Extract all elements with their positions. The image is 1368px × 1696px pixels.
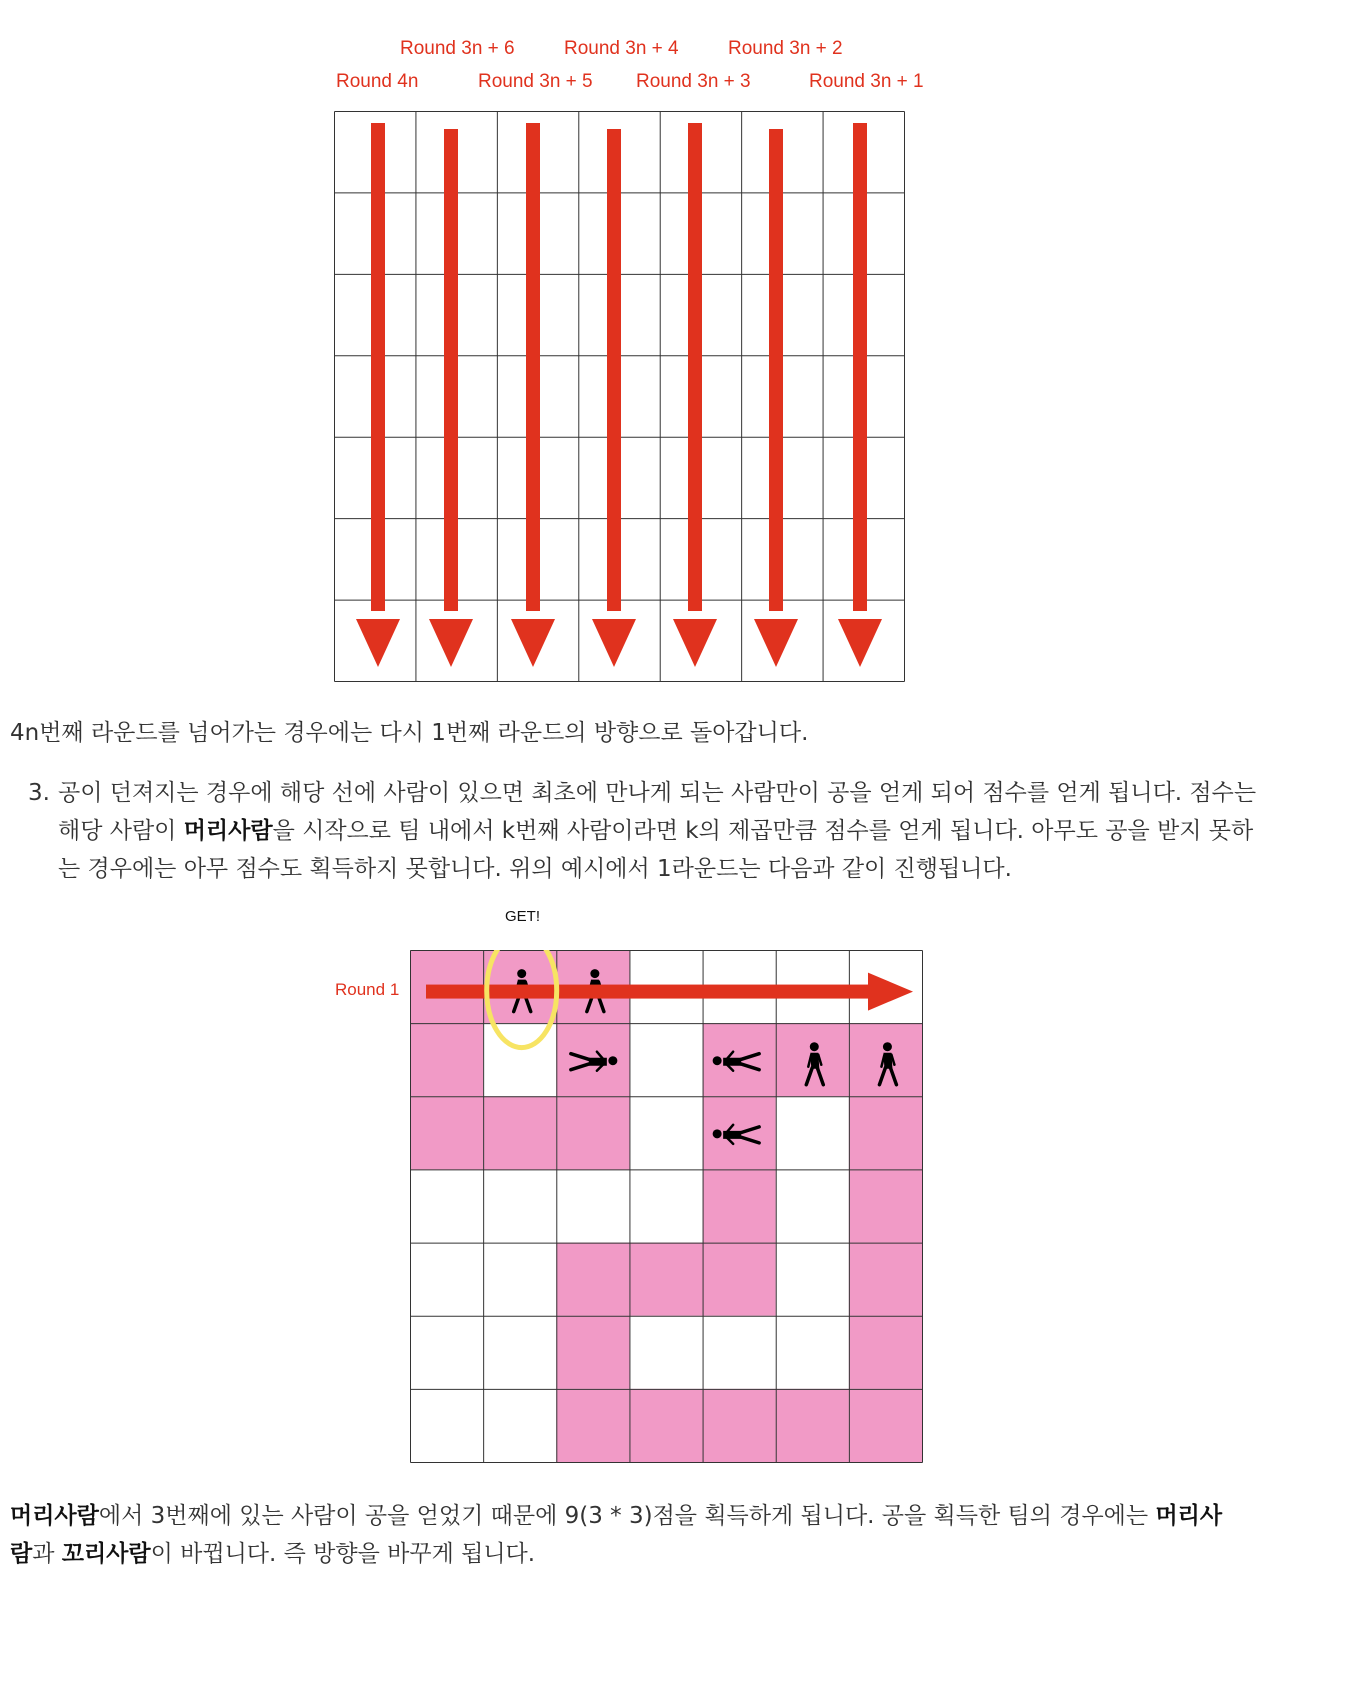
path-cell bbox=[410, 1023, 483, 1096]
label-round-3n-4: Round 3n + 4 bbox=[564, 38, 679, 59]
round-direction-diagram bbox=[334, 111, 905, 682]
path-cell bbox=[556, 1389, 629, 1462]
path-cell bbox=[849, 1316, 922, 1389]
list-item-3 bbox=[28, 774, 1258, 888]
list-item-text-2: 을 시작으로 팀 내에서 k번째 사람이라면 k의 제곱만큼 점수를 얻게 됩니다. 아무도 공을 받지 못하는 경우에는 아무 점수도 획득하지 못합니다. 위의 예시에서 1라운드는 다음과 같이 진행됩니다. bbox=[58, 818, 1254, 882]
path-cell bbox=[776, 1389, 849, 1462]
path-cell bbox=[849, 1389, 922, 1462]
down-arrow-icon bbox=[511, 123, 555, 667]
list-item-number: 3. bbox=[28, 780, 50, 806]
path-cell bbox=[849, 1169, 922, 1242]
down-arrow-icon bbox=[356, 123, 400, 667]
bold-head-person-3: 머리사람 bbox=[10, 1503, 1223, 1567]
path-cell bbox=[410, 1096, 483, 1169]
label-round-3n-1: Round 3n + 1 bbox=[809, 71, 924, 92]
down-arrow-icon bbox=[673, 123, 717, 667]
path-cell bbox=[849, 1243, 922, 1316]
path-cell bbox=[483, 1096, 556, 1169]
label-round-3n-6: Round 3n + 6 bbox=[400, 38, 515, 59]
get-label: GET! bbox=[505, 908, 541, 925]
path-cell bbox=[629, 1243, 702, 1316]
path-cell bbox=[703, 1243, 776, 1316]
para2-text-3: 이 바뀝니다. 즉 방향을 바꾸게 됩니다. bbox=[150, 1541, 536, 1567]
down-arrow-icon bbox=[838, 123, 882, 667]
down-arrow-icon bbox=[592, 129, 636, 667]
para2-text-2: 과 bbox=[32, 1541, 62, 1567]
bold-head-person-2: 머리사람 bbox=[10, 1503, 99, 1529]
bold-head-person: 머리사람 bbox=[183, 818, 273, 844]
label-round-3n-2: Round 3n + 2 bbox=[728, 38, 843, 59]
path-cell bbox=[703, 1169, 776, 1242]
path-cell bbox=[629, 1389, 702, 1462]
round-1-label: Round 1 bbox=[335, 980, 400, 999]
path-cell bbox=[703, 1389, 776, 1462]
path-cell bbox=[556, 1316, 629, 1389]
path-cell bbox=[556, 1096, 629, 1169]
list-item-text: 공이 던져지는 경우에 해당 선에 사람이 있으면 최초에 만나게 되는 사람만이 공을 얻게 되어 점수를 얻게 됩니다. 점수는 해당 사람이 bbox=[58, 780, 1257, 844]
path-cell bbox=[556, 1243, 629, 1316]
paragraph-round-cycle: 4n번째 라운드를 넘어가는 경우에는 다시 1번째 라운드의 방향으로 돌아갑니다. bbox=[10, 720, 809, 746]
down-arrow-icon bbox=[429, 129, 473, 667]
round-1-diagram bbox=[410, 950, 923, 1463]
para2-text-1: 에서 3번째에 있는 사람이 공을 얻었기 때문에 9(3 * 3)점을 획득하게 됩니다. 공을 획득한 팀의 경우에는 bbox=[98, 1503, 1156, 1529]
label-round-4n: Round 4n bbox=[336, 71, 419, 92]
down-arrow-icon bbox=[754, 129, 798, 667]
label-round-3n-5: Round 3n + 5 bbox=[478, 71, 593, 92]
path-cell bbox=[849, 1096, 922, 1169]
paragraph-score-result bbox=[10, 1497, 1240, 1573]
label-round-3n-3: Round 3n + 3 bbox=[636, 71, 751, 92]
bold-tail-person: 꼬리사람 bbox=[61, 1541, 151, 1567]
